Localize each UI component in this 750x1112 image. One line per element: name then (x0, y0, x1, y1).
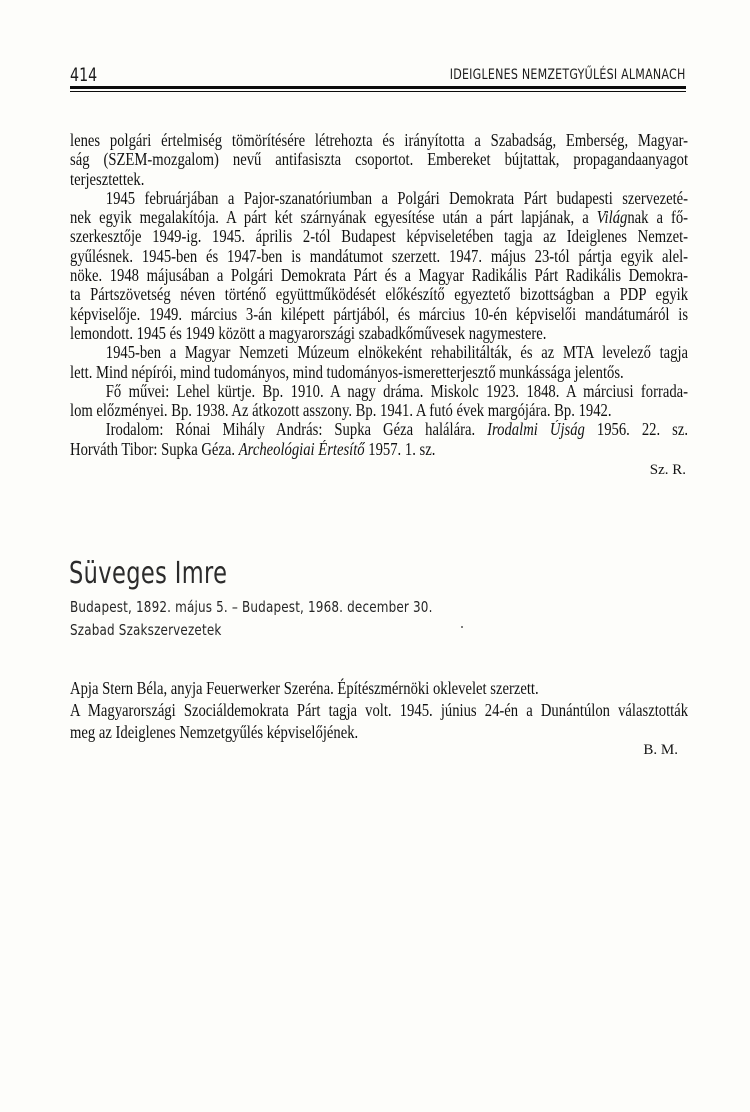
entry-life-dates: Budapest, 1892. május 5. – Budapest, 1968. december 30. (70, 598, 433, 616)
text-line: ta Pártszövetség néven történő együttműködését előkészítő egyeztető bizottságban a PDP egyik (70, 285, 689, 305)
paragraph (70, 700, 688, 744)
text-line: 1945-ben a Magyar Nemzeti Múzeum elnökeként rehabilitálták, és az MTA levelező tagja (105, 343, 689, 363)
text-line: lom előzményei. Bp. 1938. Az átkozott asszony. Bp. 1941. A futó évek margójára. Bp. 1942. (70, 401, 612, 421)
entry-heading-name: Süveges Imre (69, 556, 228, 591)
text-line: Fő művei: Lehel kürtje. Bp. 1910. A nagy dráma. Miskolc 1923. 1848. A márciusi forrada- (105, 381, 689, 401)
text-line: lenes polgári értelmiség tömörítésére létrehozta és irányította a Szabadság, Emberség, Magyar- (70, 131, 689, 150)
header-divider-rule (70, 86, 686, 92)
text-line: meg az Ideiglenes Nemzetgyűlés képviselőjének. (70, 721, 359, 742)
entry-author-initials: B. M. (643, 742, 678, 758)
text-line: 1945 februárjában a Pajor-szanatóriumban a Polgári Demokrata Párt budapesti szervezeté- (105, 188, 689, 208)
author-initials: Sz. R. (649, 462, 686, 478)
text-line: Horváth Tibor: Supka Géza. Archeológiai Értesítő 1957. 1. sz. (70, 439, 436, 459)
paragraph (70, 420, 688, 459)
text-line: A Magyarországi Szociáldemokrata Párt tagja volt. 1945. június 24-én a Dunántúlon választották (70, 699, 689, 720)
paragraph (70, 343, 688, 382)
text-line: nek egyik megalakítója. A párt két szárnyának egyesítése után a párt lapjának, a Világnak a fő- (70, 208, 689, 228)
paragraph (70, 678, 688, 700)
paragraph (70, 382, 688, 421)
continued-article-text (70, 131, 688, 459)
text-line: ság (SZEM-mozgalom) nevű antifasiszta csoportot. Embereket bújtattak, propagandaanyagot (70, 150, 689, 170)
text-line: terjesztettek. (70, 169, 145, 189)
entry-group-affiliation: Szabad Szakszervezetek (70, 621, 222, 639)
scan-artifact-dot (461, 626, 463, 628)
entry-body-text (70, 678, 688, 743)
running-header-title: IDEIGLENES NEMZETGYŰLÉSI ALMANACH (450, 67, 686, 83)
text-line: Apja Stern Béla, anyja Feuerwerker Szeréna. Építészmérnöki oklevelet szerzett. (70, 678, 539, 698)
paragraph (70, 189, 688, 343)
text-line: nöke. 1948 májusában a Polgári Demokrata Párt és a Magyar Radikális Párt Radikális Demokra- (70, 266, 689, 286)
text-line: Irodalom: Rónai Mihály András: Supka Géza halálára. Irodalmi Újság 1956. 22. sz. (105, 420, 689, 440)
text-line: lemondott. 1945 és 1949 között a magyarországi szabadkőművesek nagymestere. (70, 323, 547, 343)
text-line: lett. Mind népírói, mind tudományos, mind tudományos-ismeretterjesztő munkássága jelentős. (70, 362, 624, 382)
text-line: gyűlésnek. 1945-ben és 1947-ben is mandátumot szerzett. 1947. május 23-tól pártja egyik alel- (70, 246, 689, 266)
page-number: 414 (70, 64, 98, 86)
paragraph (70, 131, 688, 189)
text-line: szerkesztője 1949-ig. 1945. április 2-tól Budapest képviseletében tagja az Ideiglenes Nemzet- (70, 227, 689, 247)
text-line: képviselője. 1949. március 3-án kilépett pártjából, és március 10-én képviselői mandátumáról is (70, 304, 689, 324)
